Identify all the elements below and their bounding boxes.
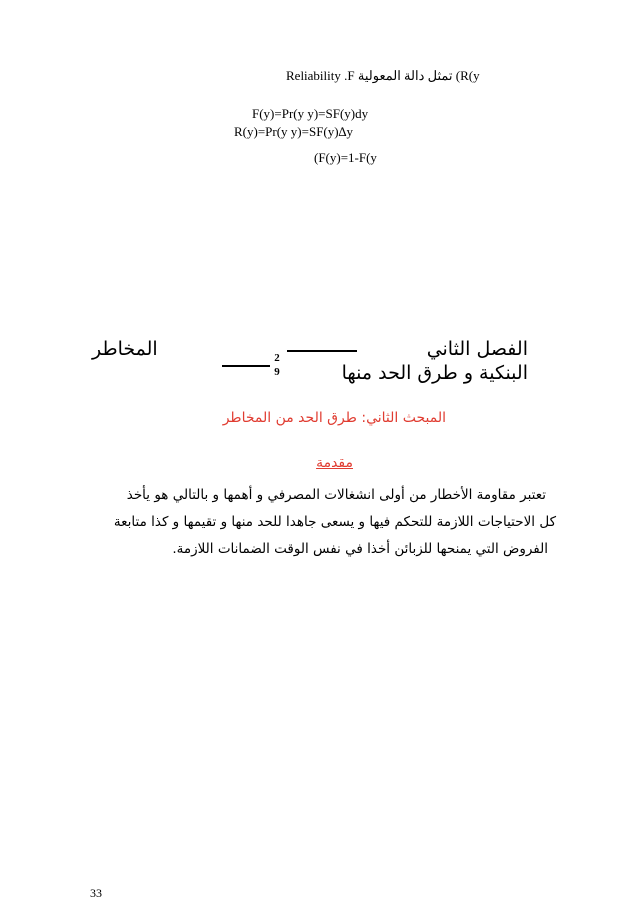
chapter-rule-right bbox=[287, 350, 357, 352]
reliability-formula: R(y)=Pr(y y)=SF(y)∆y bbox=[234, 124, 354, 139]
body-line-1: تعتبر مقاومة الأخطار من أولى انشغالات المصرفي و أهمها و بالتالي هو يأخذ bbox=[126, 487, 546, 503]
body-line-2: كل الاحتياجات اللازمة للتحكم فيها و يسعى جاهدا للحد منها و تقيمها و كذا متابعة bbox=[113, 514, 556, 530]
reliability-definition: Reliability .F تمثل دالة المعولية (R(y bbox=[286, 68, 480, 83]
body-line-3: الفروض التي يمنحها للزبائن أخذا في نفس الوقت الضمانات اللازمة. bbox=[172, 541, 548, 557]
page-number: 33 bbox=[90, 886, 102, 900]
chapter-title: الفصل الثاني bbox=[426, 338, 528, 360]
cdf-formula: F(y)=Pr(y y)=SF(y)dy bbox=[252, 106, 369, 121]
chapter-subtitle: البنكية و طرق الحد منها bbox=[341, 362, 528, 384]
chapter-rule-left bbox=[222, 365, 270, 367]
section-heading: المبحث الثاني: طرق الحد من المخاطر bbox=[222, 410, 446, 426]
intro-heading: مقدمة bbox=[316, 455, 353, 471]
relation-formula: (F(y)=1-F(y bbox=[314, 150, 377, 165]
chapter-title-risks: المخاطر bbox=[92, 338, 158, 360]
fraction-numerator: 2 bbox=[274, 352, 280, 364]
fraction-denominator: 9 bbox=[274, 366, 280, 378]
